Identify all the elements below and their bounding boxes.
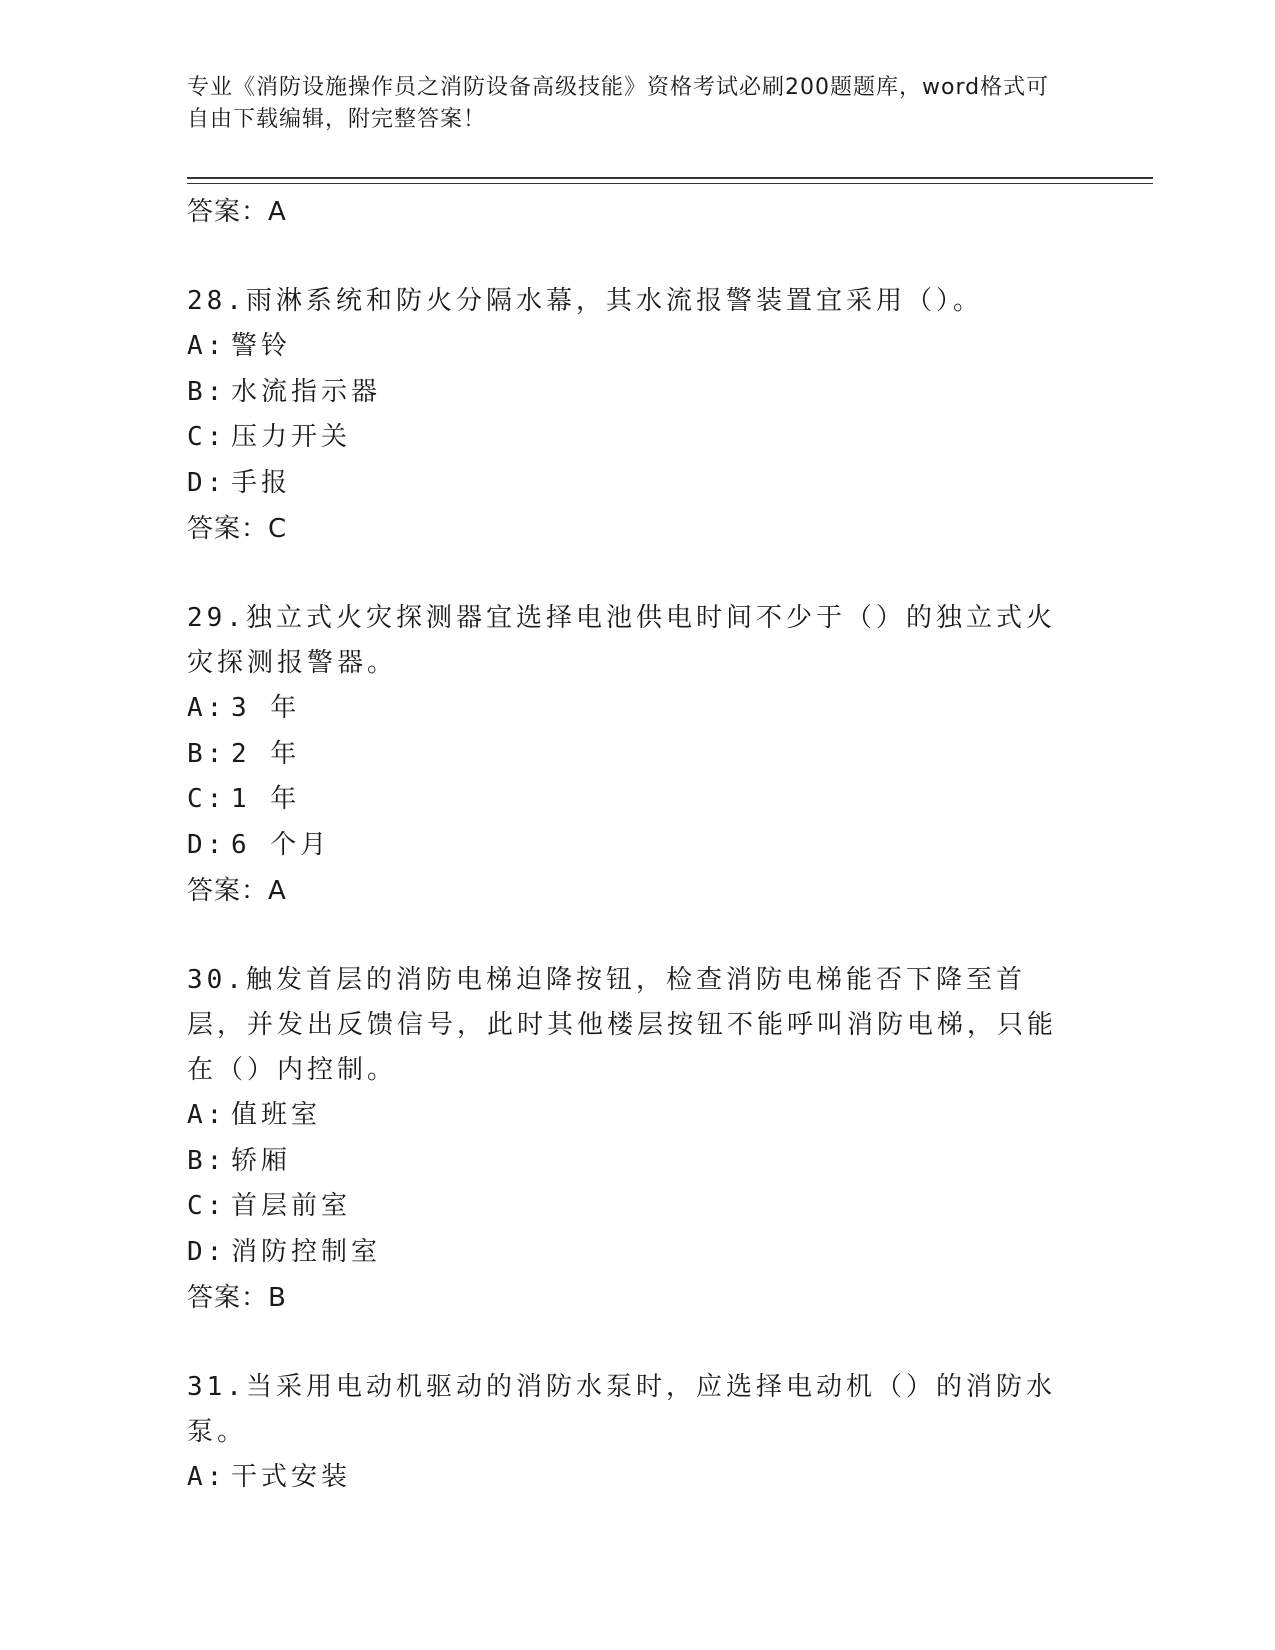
option-text: 2 年 [231, 738, 301, 769]
answer-line: 答案：B [187, 1283, 287, 1313]
option-text: 值班室 [231, 1100, 322, 1130]
question-block [187, 596, 1067, 914]
option-text: 压力开关 [231, 422, 352, 452]
option-text: 消防控制室 [231, 1236, 382, 1267]
option-letter: B: [187, 376, 227, 407]
question-text: 29.独立式火灾探测器宜选择电池供电时间不少于（）的独立式火灾探测报警器。 [187, 603, 1056, 678]
option-letter: A: [187, 693, 227, 723]
option-c [187, 777, 1067, 823]
option-letter: D: [187, 1236, 227, 1267]
option-text: 1 年 [231, 784, 301, 814]
option-text: 3 年 [231, 693, 301, 723]
option-letter: D: [187, 829, 227, 860]
option-text: 6 个月 [231, 829, 331, 860]
option-letter: A: [187, 1462, 227, 1492]
option-a [187, 1455, 1067, 1501]
option-c [187, 1184, 1067, 1230]
option-c [187, 415, 1067, 461]
answer-line: 答案：A [187, 197, 287, 227]
option-b [187, 732, 1067, 778]
question-text: 30.触发首层的消防电梯迫降按钮，检查消防电梯能否下降至首层，并发出反馈信号，此时其他楼层按钮不能呼叫消防电梯，只能在（）内控制。 [187, 965, 1058, 1085]
option-a [187, 686, 1067, 732]
question-list [187, 189, 1067, 1501]
option-b [187, 370, 1067, 416]
option-b [187, 1139, 1067, 1185]
option-letter: A: [187, 331, 227, 361]
answer-line: 答案：A [187, 876, 287, 906]
option-a [187, 1093, 1067, 1139]
header-divider-thick [187, 177, 1153, 179]
question-text: 31.当采用电动机驱动的消防水泵时，应选择电动机（）的消防水泵。 [187, 1372, 1056, 1447]
document-header: 专业《消防设施操作员之消防设备高级技能》资格考试必刷200题题库，word格式可自由下载编辑，附完整答案！ [187, 75, 1050, 132]
option-d [187, 461, 1067, 507]
option-text: 轿厢 [231, 1145, 292, 1176]
option-a [187, 324, 1067, 370]
option-text: 警铃 [231, 331, 292, 361]
option-letter: C: [187, 1191, 227, 1221]
question-block [187, 279, 1067, 552]
option-letter: D: [187, 467, 227, 498]
option-letter: C: [187, 422, 227, 452]
answer-line: 答案：C [187, 514, 288, 544]
option-text: 首层前室 [231, 1191, 352, 1221]
option-letter: B: [187, 738, 227, 769]
header-divider-thin [187, 183, 1153, 184]
option-text: 手报 [231, 467, 292, 498]
option-d [187, 1230, 1067, 1276]
option-text: 干式安装 [231, 1462, 352, 1492]
option-letter: A: [187, 1100, 227, 1130]
option-d [187, 823, 1067, 869]
option-letter: C: [187, 784, 227, 814]
question-block [187, 958, 1067, 1321]
option-text: 水流指示器 [231, 376, 382, 407]
question-block [187, 1365, 1067, 1501]
option-letter: B: [187, 1145, 227, 1176]
question-text: 28.雨淋系统和防火分隔水幕，其水流报警装置宜采用（）。 [187, 286, 983, 316]
